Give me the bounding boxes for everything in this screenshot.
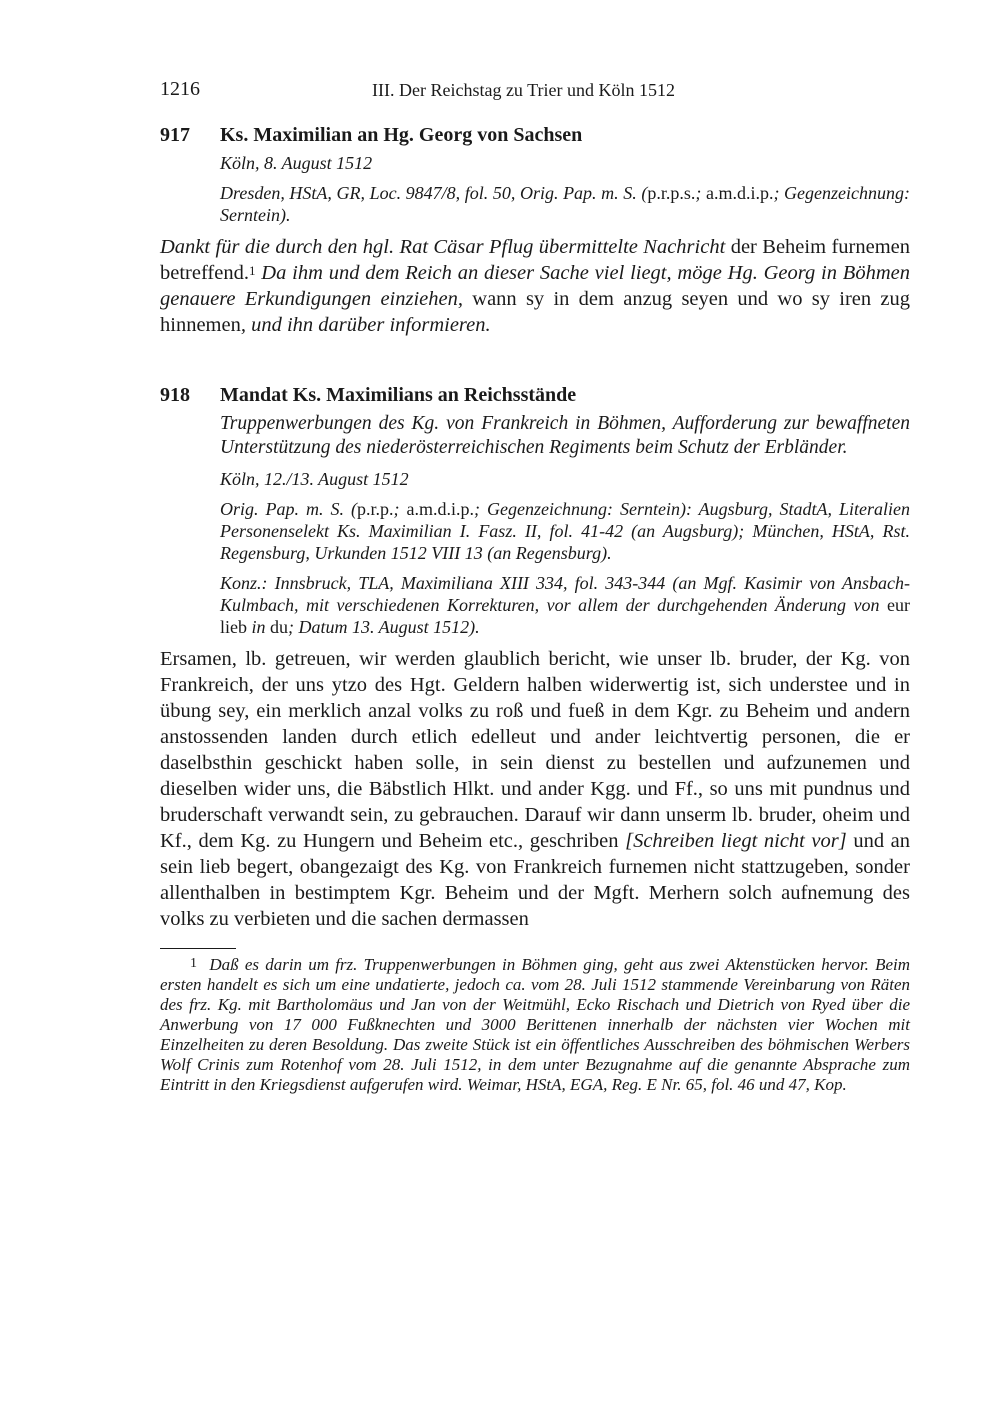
body-quote: wann sy in dem anzug seyen und wo sy iren zug hinnemen [160, 288, 910, 336]
entry-body [160, 234, 910, 338]
footnote-number: 1 [190, 956, 197, 971]
source-part: eur lieb [220, 595, 910, 637]
entry-meta [220, 152, 910, 226]
body-italic: Dankt für die durch den hgl. Rat Cäsar Pflug übermittelte Nachricht [160, 236, 726, 258]
entry-title: Ks. Maximilian an Hg. Georg von Sachsen [220, 124, 583, 146]
entry-917 [160, 124, 910, 338]
entry-body [160, 646, 910, 932]
footnote [160, 955, 910, 1095]
source-part: Konz.: Innsbruck, TLA, Maximiliana XIII 334, fol. 343-344 (an Mgf. Kasimir von Ansbach-Kulmbach, mit verschiedenen Korrekturen, vor allem der durchgehenden Änderung von [220, 573, 910, 615]
entry-title: Mandat Ks. Maximilians an Reichsstände [220, 384, 577, 406]
entry-heading [160, 384, 910, 412]
footnote-ref[interactable]: 1 [248, 263, 256, 278]
source-note [220, 498, 910, 564]
source-part: ; Datum 13. August 1512). [288, 617, 480, 637]
running-title: III. Der Reichstag zu Trier und Köln 1512 [372, 80, 675, 100]
place-date: Köln, 8. August 1512 [220, 153, 373, 173]
place-date: Köln, 12./13. August 1512 [220, 469, 409, 489]
entry-meta [220, 468, 910, 638]
source-part: ; Gegenzeichnung: Serntein). [220, 183, 910, 225]
running-header [160, 78, 910, 108]
body-italic: Da ihm und dem Reich an dieser Sache viel liegt, möge Hg. Georg in Böhmen genauere Erkundigungen einziehen, [160, 262, 910, 310]
source-part: ; Gegenzeichnung: Serntein): Augsburg, StadtA, Literalien Personenselekt Ks. Maximilian I. Fasz. II, fol. 41-42 (an Augsburg); München, HStA, Rst. Regensburg, Urkunden 1512 VIII 13 (an Regensburg). [220, 499, 910, 563]
entry-number: 918 [160, 384, 190, 406]
source-part: p.r.p. [357, 499, 394, 519]
entry-number: 917 [160, 124, 190, 146]
source-part: a.m.d.i.p. [406, 499, 475, 519]
entry-meta [220, 412, 910, 460]
entry-918 [160, 384, 910, 932]
source-part: a.m.d.i.p. [705, 183, 774, 203]
entry-summary: Truppenwerbungen des Kg. von Frankreich in Böhmen, Aufforderung zur bewaffneten Unterstützung des niederösterreichischen Regiments beim Schutz der Erbländer. [220, 413, 910, 458]
source-part: ; [695, 183, 706, 203]
source-part: ; [393, 499, 407, 519]
body-quote: und an sein lieb begert, obangezaigt des Kg. von Frankreich furnemen nicht stattzugeben, sonder allenthalben in bestimptem Kgr. Beheim und der Mgft. Merhern solch aufnemung des volks zu verbieten und die sachen dermassen [160, 830, 911, 930]
page-number: 1216 [160, 78, 200, 100]
entry-heading [160, 124, 910, 152]
source-part: in [247, 617, 271, 637]
footnote-rule [160, 948, 236, 949]
page [160, 78, 910, 1095]
body-italic: , und ihn darüber informieren. [240, 314, 491, 336]
footnote-text: Daß es darin um frz. Truppenwerbungen in Böhmen ging, geht aus zwei Aktenstücken hervor. Beim ersten handelt es sich um eine undatierte, jedoch ca. vom 28. Juli 1512 stammende Vereinbarung von Räten des frz. Kg. mit Bartholomäus und Jan von der Weitmühl, Ecko Rischach und Dietrich von Ryed über die Anwerbung von 17 000 Fußknechten und 3000 Berittenen innerhalb der nächsten vier Wochen mit Einzelheiten zu deren Besoldung. Das zweite Stück ist ein öffentliches Ausschreiben des böhmischen Werbers Wolf Crinis zum Rotenhof vom 28. Juli 1512, in dem unter Bezugnahme auf die genannte Absprache zum Eintritt in den Kriegsdienst aufgerufen wird. Weimar, HStA, EGA, Reg. E Nr. 65, fol. 46 und 47, Kop. [160, 955, 911, 1094]
source-part: p.r.p.s. [647, 183, 696, 203]
source-note [220, 572, 910, 638]
source-part: du [270, 617, 289, 637]
source-part: Orig. Pap. m. S. ( [220, 499, 358, 519]
body-quote: der Beheim furnemen betreffend. [160, 236, 911, 284]
editorial-note: [Schreiben liegt nicht vor] [625, 830, 847, 852]
source-part: Dresden, HStA, GR, Loc. 9847/8, fol. 50, Orig. Pap. m. S. ( [220, 183, 648, 203]
source-note [220, 182, 910, 226]
body-quote: Ersamen, lb. getreuen, wir werden glaublich bericht, wie unser lb. bruder, der Kg. von Frankreich, der uns ytzo des Hgt. Geldern halben widerwertig ist, sich understee und in übung sey, ein merklich anzal volks zu roß und fueß in dem Kgr. zu Beheim und andern anstossenden landen durch etlich edelleut und ander leichtvertig personen, die er daselbsthin geschickt haben solle, in sein dienst zu bestellen und aufzunemen und dieselben wider uns, die Bäbstlich Hlkt. und ander Kgg. und Ff., so uns mit pundnus und bruderschaft verwandt sein, zu gebrauchen. Darauf wir dann unserm lb. bruder, oheim und Kf., dem Kg. zu Hungern und Beheim etc., geschriben [160, 648, 910, 852]
